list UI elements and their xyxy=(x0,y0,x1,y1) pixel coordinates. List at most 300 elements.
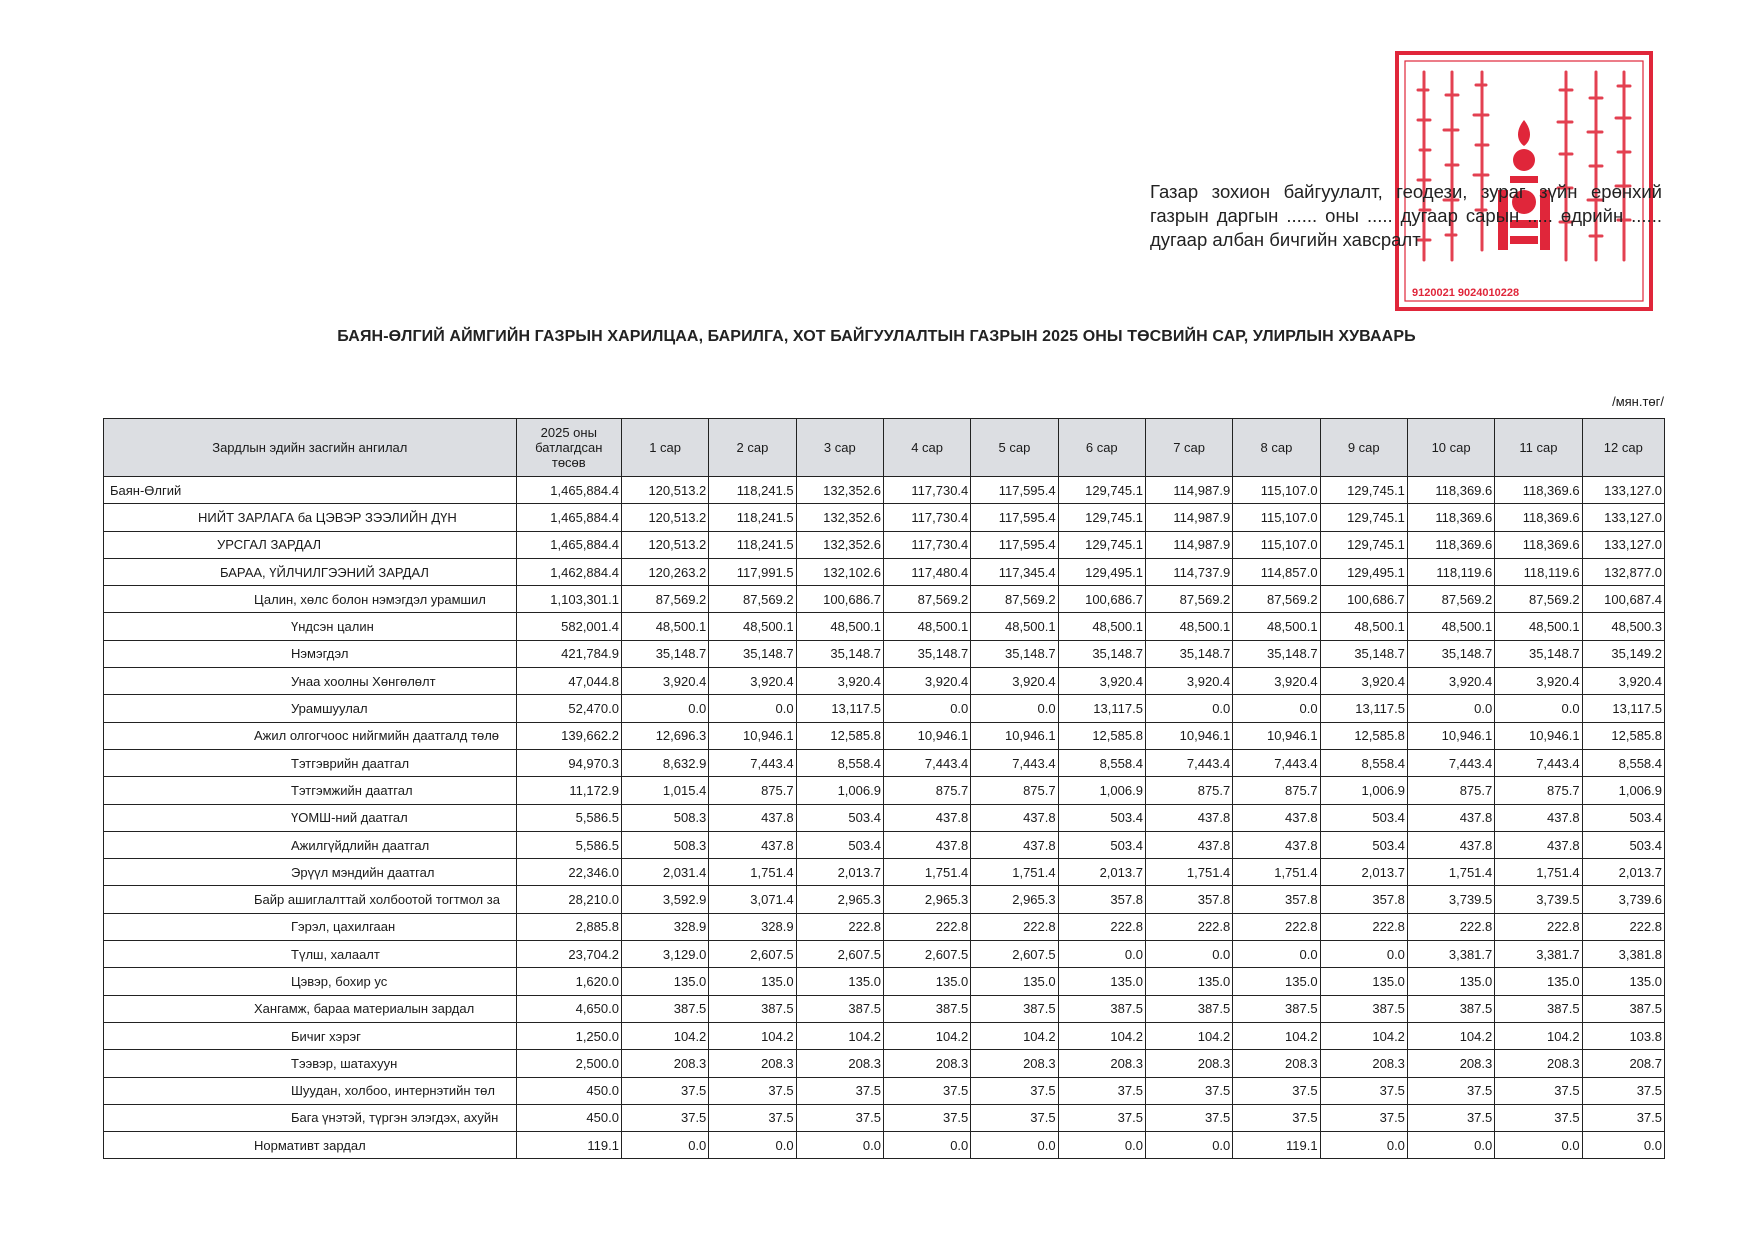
row-category-label: УРСГАЛ ЗАРДАЛ xyxy=(104,531,517,558)
cell-month-8: 115,107.0 xyxy=(1233,531,1320,558)
cell-month-8: 135.0 xyxy=(1233,968,1320,995)
cell-month-7: 875.7 xyxy=(1145,777,1232,804)
cell-month-2: 117,991.5 xyxy=(709,558,796,585)
cell-month-11: 208.3 xyxy=(1495,1050,1582,1077)
cell-month-8: 875.7 xyxy=(1233,777,1320,804)
cell-month-2: 118,241.5 xyxy=(709,531,796,558)
cell-month-2: 3,920.4 xyxy=(709,668,796,695)
row-category-label: Шуудан, холбоо, интернэтийн төл xyxy=(104,1077,517,1104)
cell-approved-budget: 28,210.0 xyxy=(516,886,621,913)
cell-month-9: 129,745.1 xyxy=(1320,477,1407,504)
cell-month-4: 87,569.2 xyxy=(883,586,970,613)
cell-month-4: 37.5 xyxy=(883,1077,970,1104)
cell-month-1: 48,500.1 xyxy=(621,613,708,640)
cell-month-10: 3,920.4 xyxy=(1407,668,1494,695)
table-row xyxy=(104,558,1665,585)
cell-month-5: 222.8 xyxy=(971,913,1058,940)
cell-month-11: 104.2 xyxy=(1495,1022,1582,1049)
table-row xyxy=(104,886,1665,913)
cell-month-11: 7,443.4 xyxy=(1495,749,1582,776)
cell-month-11: 437.8 xyxy=(1495,831,1582,858)
cell-month-2: 10,946.1 xyxy=(709,722,796,749)
table-row xyxy=(104,640,1665,667)
cell-month-4: 437.8 xyxy=(883,804,970,831)
cell-month-11: 0.0 xyxy=(1495,1132,1582,1159)
cell-month-7: 114,737.9 xyxy=(1145,558,1232,585)
cell-month-7: 208.3 xyxy=(1145,1050,1232,1077)
cell-month-9: 503.4 xyxy=(1320,804,1407,831)
cell-month-7: 35,148.7 xyxy=(1145,640,1232,667)
cell-month-7: 222.8 xyxy=(1145,913,1232,940)
cell-month-3: 35,148.7 xyxy=(796,640,883,667)
cell-month-7: 10,946.1 xyxy=(1145,722,1232,749)
cell-month-9: 8,558.4 xyxy=(1320,749,1407,776)
table-row xyxy=(104,859,1665,886)
cell-month-5: 208.3 xyxy=(971,1050,1058,1077)
cell-month-9: 35,148.7 xyxy=(1320,640,1407,667)
cell-month-9: 100,686.7 xyxy=(1320,586,1407,613)
cell-month-7: 7,443.4 xyxy=(1145,749,1232,776)
row-category-label: Гэрэл, цахилгаан xyxy=(104,913,517,940)
header-month-2: 2 сар xyxy=(709,419,796,477)
cell-approved-budget: 119.1 xyxy=(516,1132,621,1159)
cell-month-3: 3,920.4 xyxy=(796,668,883,695)
cell-month-12: 503.4 xyxy=(1582,831,1664,858)
cell-month-3: 37.5 xyxy=(796,1104,883,1131)
cell-month-11: 118,369.6 xyxy=(1495,477,1582,504)
cell-month-3: 132,352.6 xyxy=(796,531,883,558)
cell-month-1: 2,031.4 xyxy=(621,859,708,886)
cell-month-12: 503.4 xyxy=(1582,804,1664,831)
cell-month-3: 2,607.5 xyxy=(796,941,883,968)
cell-month-5: 3,920.4 xyxy=(971,668,1058,695)
cell-month-6: 0.0 xyxy=(1058,1132,1145,1159)
cell-month-9: 0.0 xyxy=(1320,1132,1407,1159)
cell-month-9: 357.8 xyxy=(1320,886,1407,913)
table-body xyxy=(104,477,1665,1159)
cell-month-9: 129,495.1 xyxy=(1320,558,1407,585)
cell-month-3: 135.0 xyxy=(796,968,883,995)
row-category-label: Хангамж, бараа материалын зардал xyxy=(104,995,517,1022)
cell-month-8: 1,751.4 xyxy=(1233,859,1320,886)
row-category-label: Бичиг хэрэг xyxy=(104,1022,517,1049)
cell-month-10: 0.0 xyxy=(1407,1132,1494,1159)
cell-month-5: 37.5 xyxy=(971,1077,1058,1104)
cell-month-10: 437.8 xyxy=(1407,831,1494,858)
cell-month-7: 437.8 xyxy=(1145,804,1232,831)
cell-month-6: 12,585.8 xyxy=(1058,722,1145,749)
cell-month-10: 37.5 xyxy=(1407,1104,1494,1131)
cell-month-4: 2,607.5 xyxy=(883,941,970,968)
cell-month-8: 119.1 xyxy=(1233,1132,1320,1159)
cell-month-9: 129,745.1 xyxy=(1320,504,1407,531)
row-category-label: БАРАА, ҮЙЛЧИЛГЭЭНИЙ ЗАРДАЛ xyxy=(104,558,517,585)
cell-month-2: 875.7 xyxy=(709,777,796,804)
table-row xyxy=(104,804,1665,831)
table-row xyxy=(104,749,1665,776)
cell-month-11: 135.0 xyxy=(1495,968,1582,995)
cell-month-1: 1,015.4 xyxy=(621,777,708,804)
cell-month-6: 37.5 xyxy=(1058,1077,1145,1104)
cell-month-10: 135.0 xyxy=(1407,968,1494,995)
cell-month-8: 87,569.2 xyxy=(1233,586,1320,613)
cell-month-3: 132,102.6 xyxy=(796,558,883,585)
cell-month-11: 37.5 xyxy=(1495,1104,1582,1131)
cell-month-1: 87,569.2 xyxy=(621,586,708,613)
document-title: БАЯН-ӨЛГИЙ АЙМГИЙН ГАЗРЫН ХАРИЛЦАА, БАРИЛГА, ХОТ БАЙГУУЛАЛТЫН ГАЗРЫН 2025 ОНЫ ТӨСВИЙН САР, УЛИРЛЫН ХУВААРЬ xyxy=(337,328,1416,345)
seal-codes: 9120021 9024010228 xyxy=(1412,287,1520,299)
cell-month-7: 0.0 xyxy=(1145,1132,1232,1159)
cell-month-5: 0.0 xyxy=(971,1132,1058,1159)
cell-month-2: 0.0 xyxy=(709,1132,796,1159)
cell-month-3: 503.4 xyxy=(796,831,883,858)
cell-month-4: 35,148.7 xyxy=(883,640,970,667)
cell-approved-budget: 94,970.3 xyxy=(516,749,621,776)
cell-month-6: 48,500.1 xyxy=(1058,613,1145,640)
cell-month-2: 208.3 xyxy=(709,1050,796,1077)
cell-month-10: 48,500.1 xyxy=(1407,613,1494,640)
cell-month-10: 875.7 xyxy=(1407,777,1494,804)
cell-month-4: 117,730.4 xyxy=(883,504,970,531)
cell-month-1: 104.2 xyxy=(621,1022,708,1049)
cell-month-8: 37.5 xyxy=(1233,1077,1320,1104)
cell-month-2: 135.0 xyxy=(709,968,796,995)
row-category-label: Цэвэр, бохир ус xyxy=(104,968,517,995)
row-category-label: Тэтгэврийн даатгал xyxy=(104,749,517,776)
cell-month-10: 37.5 xyxy=(1407,1077,1494,1104)
cell-month-2: 48,500.1 xyxy=(709,613,796,640)
header-approved-budget: 2025 оны батлагдсан төсөв xyxy=(516,419,621,477)
row-category-label: Унаа хоолны Хөнгөлөлт xyxy=(104,668,517,695)
cell-approved-budget: 1,465,884.4 xyxy=(516,477,621,504)
cell-month-7: 387.5 xyxy=(1145,995,1232,1022)
cell-month-8: 208.3 xyxy=(1233,1050,1320,1077)
cell-month-6: 357.8 xyxy=(1058,886,1145,913)
cell-month-11: 387.5 xyxy=(1495,995,1582,1022)
cell-month-1: 3,920.4 xyxy=(621,668,708,695)
cell-month-4: 875.7 xyxy=(883,777,970,804)
cell-month-2: 3,071.4 xyxy=(709,886,796,913)
table-row xyxy=(104,913,1665,940)
cell-approved-budget: 5,586.5 xyxy=(516,804,621,831)
cell-month-2: 0.0 xyxy=(709,695,796,722)
table-row xyxy=(104,831,1665,858)
table-row xyxy=(104,531,1665,558)
cell-month-5: 87,569.2 xyxy=(971,586,1058,613)
table-row xyxy=(104,613,1665,640)
cell-month-5: 1,751.4 xyxy=(971,859,1058,886)
cell-month-3: 208.3 xyxy=(796,1050,883,1077)
cell-month-12: 133,127.0 xyxy=(1582,531,1664,558)
cell-month-3: 8,558.4 xyxy=(796,749,883,776)
cell-month-12: 3,739.6 xyxy=(1582,886,1664,913)
cell-month-1: 0.0 xyxy=(621,695,708,722)
cell-month-4: 208.3 xyxy=(883,1050,970,1077)
cell-month-2: 437.8 xyxy=(709,804,796,831)
cell-month-12: 132,877.0 xyxy=(1582,558,1664,585)
cell-month-3: 2,965.3 xyxy=(796,886,883,913)
cell-month-5: 104.2 xyxy=(971,1022,1058,1049)
cell-month-1: 3,592.9 xyxy=(621,886,708,913)
cell-approved-budget: 5,586.5 xyxy=(516,831,621,858)
cell-month-12: 133,127.0 xyxy=(1582,504,1664,531)
cell-month-5: 37.5 xyxy=(971,1104,1058,1131)
cell-month-11: 37.5 xyxy=(1495,1077,1582,1104)
header-month-12: 12 сар xyxy=(1582,419,1664,477)
cell-month-11: 875.7 xyxy=(1495,777,1582,804)
cell-month-3: 48,500.1 xyxy=(796,613,883,640)
cell-approved-budget: 47,044.8 xyxy=(516,668,621,695)
cell-month-4: 7,443.4 xyxy=(883,749,970,776)
table-row xyxy=(104,695,1665,722)
cell-month-6: 387.5 xyxy=(1058,995,1145,1022)
cell-month-2: 1,751.4 xyxy=(709,859,796,886)
header-month-10: 10 сар xyxy=(1407,419,1494,477)
cell-month-7: 87,569.2 xyxy=(1145,586,1232,613)
cell-month-4: 117,730.4 xyxy=(883,477,970,504)
cell-month-6: 135.0 xyxy=(1058,968,1145,995)
cell-month-12: 37.5 xyxy=(1582,1077,1664,1104)
row-category-label: Ажилгүйдлийн даатгал xyxy=(104,831,517,858)
cell-month-1: 120,513.2 xyxy=(621,531,708,558)
cell-month-1: 135.0 xyxy=(621,968,708,995)
cell-month-1: 508.3 xyxy=(621,804,708,831)
cell-approved-budget: 52,470.0 xyxy=(516,695,621,722)
cell-month-7: 114,987.9 xyxy=(1145,477,1232,504)
cell-month-10: 222.8 xyxy=(1407,913,1494,940)
cell-month-9: 37.5 xyxy=(1320,1077,1407,1104)
cell-month-9: 13,117.5 xyxy=(1320,695,1407,722)
cell-month-10: 35,148.7 xyxy=(1407,640,1494,667)
cell-month-11: 87,569.2 xyxy=(1495,586,1582,613)
cell-month-12: 8,558.4 xyxy=(1582,749,1664,776)
table-row xyxy=(104,995,1665,1022)
cell-month-1: 120,263.2 xyxy=(621,558,708,585)
cell-approved-budget: 1,103,301.1 xyxy=(516,586,621,613)
cell-month-10: 7,443.4 xyxy=(1407,749,1494,776)
cell-month-9: 48,500.1 xyxy=(1320,613,1407,640)
header-category: Зардлын эдийн засгийн ангилал xyxy=(104,419,517,477)
cell-month-3: 503.4 xyxy=(796,804,883,831)
cell-month-5: 0.0 xyxy=(971,695,1058,722)
cell-month-3: 132,352.6 xyxy=(796,504,883,531)
cell-month-8: 0.0 xyxy=(1233,941,1320,968)
cell-approved-budget: 2,500.0 xyxy=(516,1050,621,1077)
cell-month-12: 387.5 xyxy=(1582,995,1664,1022)
cell-month-9: 3,920.4 xyxy=(1320,668,1407,695)
cell-month-7: 37.5 xyxy=(1145,1077,1232,1104)
cell-month-4: 0.0 xyxy=(883,695,970,722)
cell-month-1: 120,513.2 xyxy=(621,504,708,531)
row-category-label: Эрүүл мэндийн даатгал xyxy=(104,859,517,886)
cell-month-7: 437.8 xyxy=(1145,831,1232,858)
cell-month-1: 387.5 xyxy=(621,995,708,1022)
cell-month-2: 87,569.2 xyxy=(709,586,796,613)
cell-month-4: 387.5 xyxy=(883,995,970,1022)
cell-month-12: 3,381.8 xyxy=(1582,941,1664,968)
cell-month-8: 357.8 xyxy=(1233,886,1320,913)
cell-month-2: 387.5 xyxy=(709,995,796,1022)
cell-month-9: 135.0 xyxy=(1320,968,1407,995)
cell-month-5: 117,345.4 xyxy=(971,558,1058,585)
cell-month-7: 104.2 xyxy=(1145,1022,1232,1049)
cell-month-10: 208.3 xyxy=(1407,1050,1494,1077)
cell-month-10: 0.0 xyxy=(1407,695,1494,722)
cell-approved-budget: 1,250.0 xyxy=(516,1022,621,1049)
cell-month-6: 2,013.7 xyxy=(1058,859,1145,886)
table-row xyxy=(104,477,1665,504)
cell-month-8: 115,107.0 xyxy=(1233,504,1320,531)
cell-approved-budget: 1,465,884.4 xyxy=(516,531,621,558)
cell-month-6: 37.5 xyxy=(1058,1104,1145,1131)
cell-month-1: 12,696.3 xyxy=(621,722,708,749)
row-category-label: Цалин, хөлс болон нэмэгдэл урамшил xyxy=(104,586,517,613)
header-month-5: 5 сар xyxy=(971,419,1058,477)
header-month-4: 4 сар xyxy=(883,419,970,477)
cell-month-12: 0.0 xyxy=(1582,1132,1664,1159)
header-row xyxy=(104,419,1665,477)
cell-month-11: 10,946.1 xyxy=(1495,722,1582,749)
cell-month-5: 2,607.5 xyxy=(971,941,1058,968)
cell-month-11: 48,500.1 xyxy=(1495,613,1582,640)
table-row xyxy=(104,941,1665,968)
cell-month-12: 35,149.2 xyxy=(1582,640,1664,667)
cell-month-3: 132,352.6 xyxy=(796,477,883,504)
cell-month-2: 35,148.7 xyxy=(709,640,796,667)
cell-month-2: 37.5 xyxy=(709,1077,796,1104)
cell-month-2: 37.5 xyxy=(709,1104,796,1131)
row-category-label: ҮОМШ-ний даатгал xyxy=(104,804,517,831)
cell-month-12: 12,585.8 xyxy=(1582,722,1664,749)
cell-month-6: 129,745.1 xyxy=(1058,504,1145,531)
row-category-label: Ажил олгогчоос нийгмийн даатгалд төлө xyxy=(104,722,517,749)
cell-month-6: 503.4 xyxy=(1058,804,1145,831)
header-month-8: 8 сар xyxy=(1233,419,1320,477)
cell-month-10: 3,381.7 xyxy=(1407,941,1494,968)
cell-month-5: 35,148.7 xyxy=(971,640,1058,667)
row-category-label: Тээвэр, шатахуун xyxy=(104,1050,517,1077)
cell-month-1: 37.5 xyxy=(621,1077,708,1104)
cell-approved-budget: 450.0 xyxy=(516,1104,621,1131)
cell-month-11: 1,751.4 xyxy=(1495,859,1582,886)
cell-approved-budget: 139,662.2 xyxy=(516,722,621,749)
cell-month-1: 120,513.2 xyxy=(621,477,708,504)
cell-month-5: 7,443.4 xyxy=(971,749,1058,776)
header-month-6: 6 сар xyxy=(1058,419,1145,477)
cell-month-7: 114,987.9 xyxy=(1145,531,1232,558)
cell-approved-budget: 4,650.0 xyxy=(516,995,621,1022)
cell-month-6: 129,495.1 xyxy=(1058,558,1145,585)
cell-approved-budget: 1,462,884.4 xyxy=(516,558,621,585)
cell-month-5: 437.8 xyxy=(971,831,1058,858)
header-month-1: 1 сар xyxy=(621,419,708,477)
cell-month-8: 437.8 xyxy=(1233,831,1320,858)
cell-month-1: 37.5 xyxy=(621,1104,708,1131)
cell-month-3: 12,585.8 xyxy=(796,722,883,749)
cell-month-4: 135.0 xyxy=(883,968,970,995)
header-month-7: 7 сар xyxy=(1145,419,1232,477)
cell-month-5: 135.0 xyxy=(971,968,1058,995)
cell-month-5: 387.5 xyxy=(971,995,1058,1022)
cell-month-11: 118,119.6 xyxy=(1495,558,1582,585)
cell-month-12: 208.7 xyxy=(1582,1050,1664,1077)
cell-month-10: 87,569.2 xyxy=(1407,586,1494,613)
cell-month-6: 129,745.1 xyxy=(1058,477,1145,504)
header-month-11: 11 сар xyxy=(1495,419,1582,477)
cell-month-10: 118,119.6 xyxy=(1407,558,1494,585)
cell-month-5: 48,500.1 xyxy=(971,613,1058,640)
cell-month-7: 0.0 xyxy=(1145,941,1232,968)
table-row xyxy=(104,1104,1665,1131)
cell-approved-budget: 450.0 xyxy=(516,1077,621,1104)
cell-month-11: 3,739.5 xyxy=(1495,886,1582,913)
cell-month-12: 133,127.0 xyxy=(1582,477,1664,504)
cell-month-6: 13,117.5 xyxy=(1058,695,1145,722)
cell-month-7: 0.0 xyxy=(1145,695,1232,722)
cell-month-8: 10,946.1 xyxy=(1233,722,1320,749)
cell-month-11: 3,381.7 xyxy=(1495,941,1582,968)
row-category-label: Нормативт зардал xyxy=(104,1132,517,1159)
cell-month-2: 437.8 xyxy=(709,831,796,858)
cell-month-4: 222.8 xyxy=(883,913,970,940)
cell-month-10: 10,946.1 xyxy=(1407,722,1494,749)
cell-month-4: 437.8 xyxy=(883,831,970,858)
cell-month-5: 2,965.3 xyxy=(971,886,1058,913)
cell-month-2: 7,443.4 xyxy=(709,749,796,776)
cell-month-7: 37.5 xyxy=(1145,1104,1232,1131)
cell-month-5: 875.7 xyxy=(971,777,1058,804)
cell-month-8: 3,920.4 xyxy=(1233,668,1320,695)
cell-month-3: 104.2 xyxy=(796,1022,883,1049)
cell-month-12: 1,006.9 xyxy=(1582,777,1664,804)
cell-month-9: 208.3 xyxy=(1320,1050,1407,1077)
cell-month-5: 117,595.4 xyxy=(971,531,1058,558)
cell-month-12: 100,687.4 xyxy=(1582,586,1664,613)
cell-month-2: 118,241.5 xyxy=(709,504,796,531)
cell-month-8: 35,148.7 xyxy=(1233,640,1320,667)
cell-month-11: 35,148.7 xyxy=(1495,640,1582,667)
cell-month-6: 104.2 xyxy=(1058,1022,1145,1049)
cell-month-4: 0.0 xyxy=(883,1132,970,1159)
unit-label: /мян.төг/ xyxy=(1612,394,1664,409)
cell-month-3: 37.5 xyxy=(796,1077,883,1104)
table-row xyxy=(104,504,1665,531)
cell-month-8: 0.0 xyxy=(1233,695,1320,722)
cell-month-6: 3,920.4 xyxy=(1058,668,1145,695)
table-header xyxy=(104,419,1665,477)
cell-approved-budget: 1,620.0 xyxy=(516,968,621,995)
row-category-label: Бага үнэтэй, түргэн элэгдэх, ахуйн xyxy=(104,1104,517,1131)
cell-month-7: 1,751.4 xyxy=(1145,859,1232,886)
cell-month-6: 208.3 xyxy=(1058,1050,1145,1077)
cell-month-1: 3,129.0 xyxy=(621,941,708,968)
table-row xyxy=(104,1050,1665,1077)
cell-approved-budget: 421,784.9 xyxy=(516,640,621,667)
cell-month-1: 35,148.7 xyxy=(621,640,708,667)
row-category-label: Тэтгэмжийн даатгал xyxy=(104,777,517,804)
budget-schedule-table xyxy=(103,418,1665,1159)
header-month-3: 3 сар xyxy=(796,419,883,477)
cell-month-11: 0.0 xyxy=(1495,695,1582,722)
cell-month-9: 1,006.9 xyxy=(1320,777,1407,804)
cell-month-3: 387.5 xyxy=(796,995,883,1022)
cell-month-4: 1,751.4 xyxy=(883,859,970,886)
cell-month-3: 100,686.7 xyxy=(796,586,883,613)
cell-month-1: 0.0 xyxy=(621,1132,708,1159)
cell-month-2: 328.9 xyxy=(709,913,796,940)
cell-month-10: 104.2 xyxy=(1407,1022,1494,1049)
cell-month-10: 3,739.5 xyxy=(1407,886,1494,913)
